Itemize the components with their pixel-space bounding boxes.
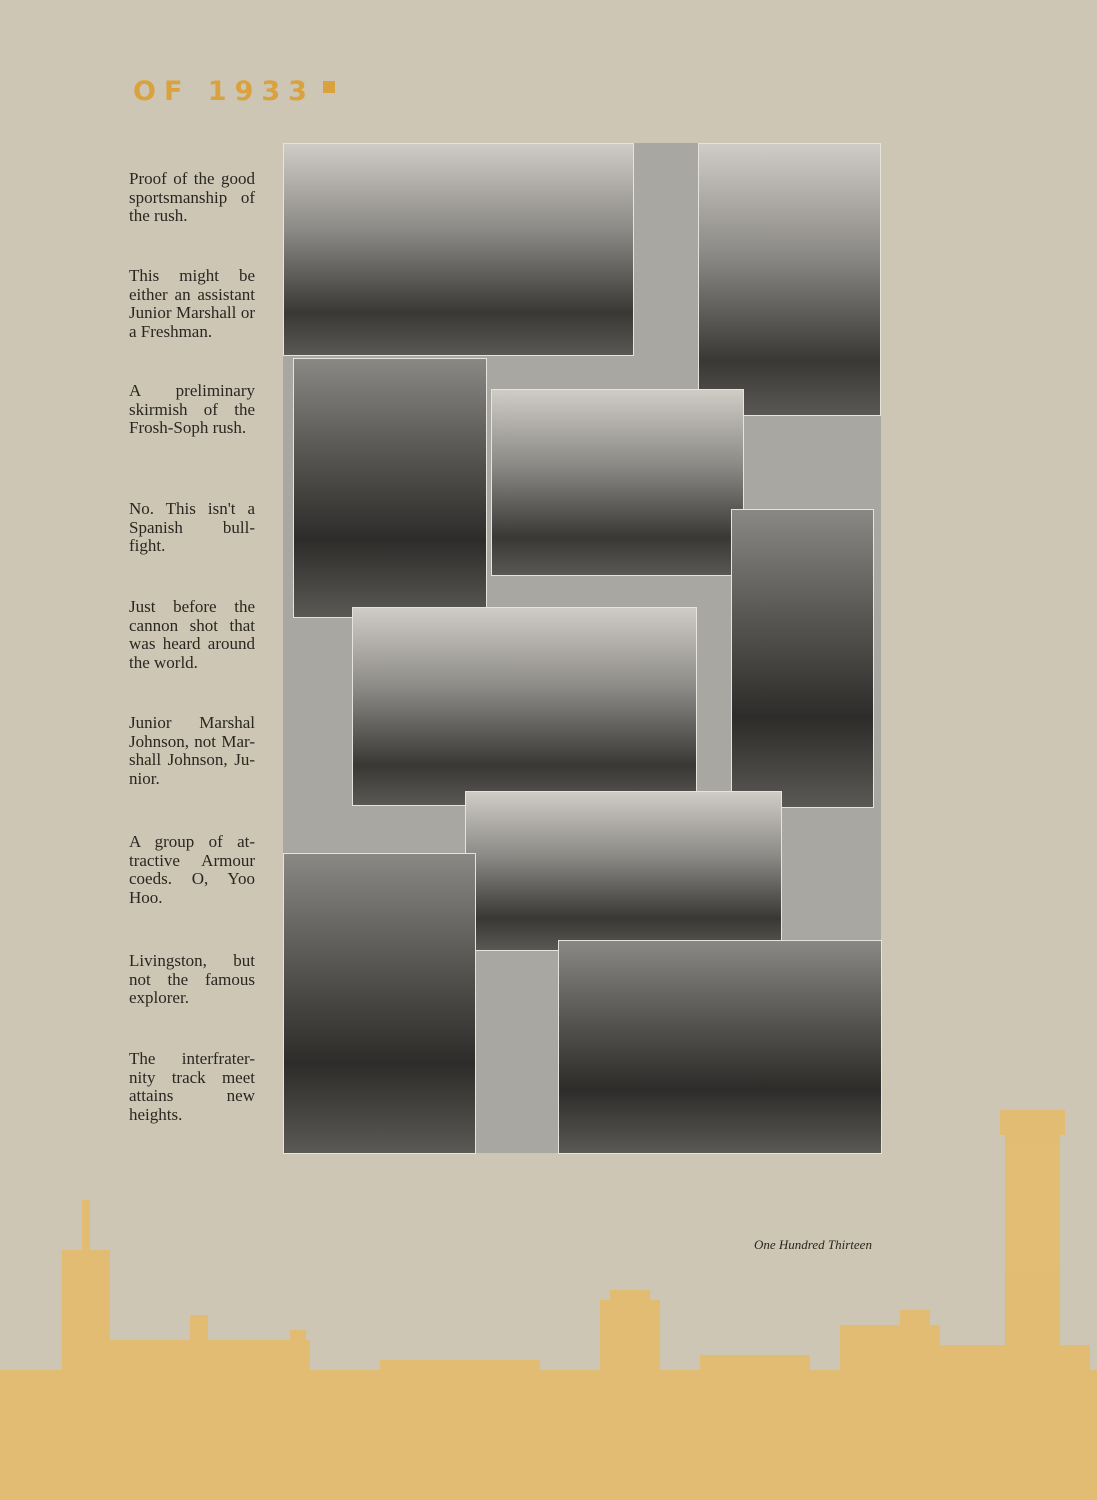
- caption-1: Proof of the good sportsmanship of the rush.: [129, 169, 255, 225]
- photo-handshake: [283, 143, 634, 356]
- caption-8: Livingston, but not the famous explorer.: [129, 951, 255, 1007]
- caption-7: A group of at-tractive Armour coeds. O, Yoo Hoo.: [129, 832, 255, 907]
- caption-9: The interfrater-nity track meet attains new heights.: [129, 1049, 255, 1124]
- page-header: [133, 76, 335, 107]
- photo-livingston: [283, 853, 476, 1154]
- photo-johnson: [731, 509, 874, 808]
- photo-cannon: [352, 607, 697, 806]
- caption-5: Just before the cannon shot that was heard around the world.: [129, 597, 255, 672]
- skyline-illustration: [0, 1110, 1097, 1500]
- header-title: OF 1933: [133, 76, 315, 107]
- photo-bullfight: [491, 389, 744, 576]
- page-number: One Hundred Thirteen: [754, 1237, 872, 1252]
- photo-crowd: [698, 143, 881, 416]
- square-ornament-icon: [323, 81, 335, 93]
- photo-coeds: [465, 791, 782, 951]
- caption-6: Junior Marshal Johnson, not Mar-shall Johnson, Ju-nior.: [129, 713, 255, 788]
- photo-skirmish: [293, 358, 487, 618]
- caption-4: No. This isn't a Spanish bull-fight.: [129, 499, 255, 555]
- caption-2: This might be either an assistant Junior Marshall or a Freshman.: [129, 266, 255, 341]
- caption-3: A preliminary skirmish of the Frosh-Soph rush.: [129, 381, 255, 437]
